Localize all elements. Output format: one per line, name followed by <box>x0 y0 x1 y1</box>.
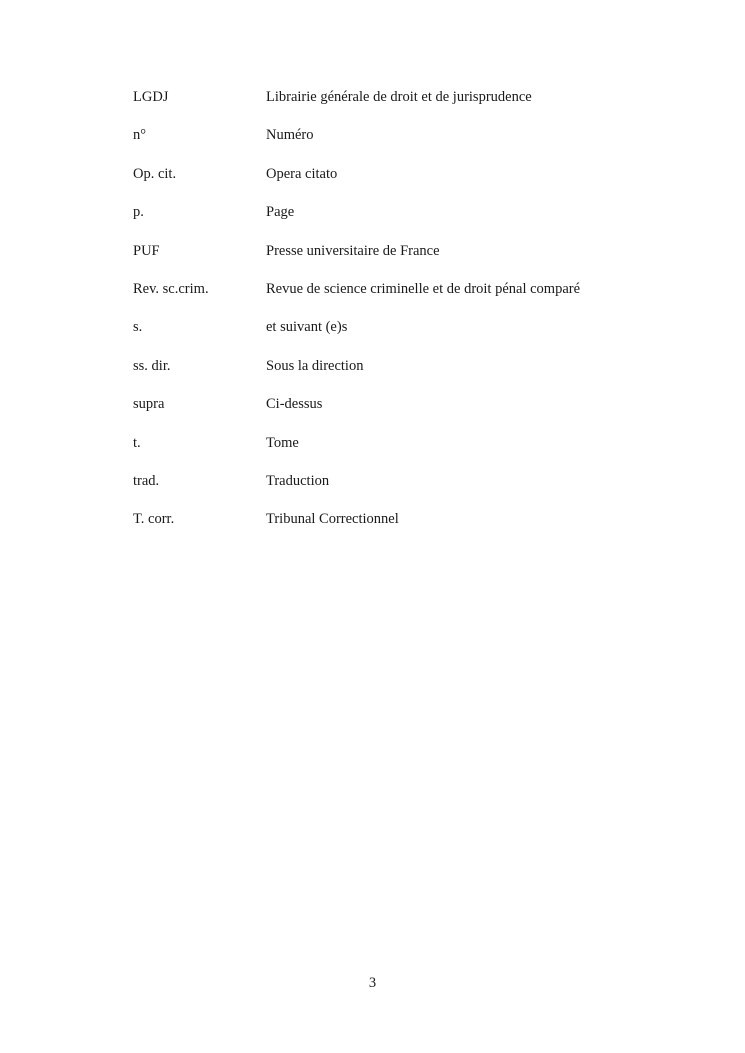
abbreviation-term: Rev. sc.crim. <box>133 280 209 297</box>
abbreviation-definition: Sous la direction <box>266 357 364 374</box>
abbreviation-definition: Numéro <box>266 127 314 144</box>
abbreviation-definition: Librairie générale de droit et de jurisprudence <box>266 89 532 105</box>
abbreviation-term: s. <box>133 319 143 336</box>
abbreviation-definition: Revue de science criminelle et de droit pénal comparé <box>266 280 581 297</box>
abbreviation-term: T. corr. <box>133 511 175 528</box>
abbreviation-row <box>133 394 633 432</box>
abbreviation-row <box>133 356 633 394</box>
abbreviation-definition: Ci-dessus <box>266 396 323 413</box>
abbreviation-row <box>133 87 633 125</box>
abbreviation-list <box>133 87 633 548</box>
abbreviation-definition: Opera citato <box>266 165 338 182</box>
abbreviation-definition: Page <box>266 204 295 221</box>
abbreviation-definition: Tribunal Correctionnel <box>266 511 399 528</box>
abbreviation-term: trad. <box>133 472 160 489</box>
abbreviation-definition: Tome <box>266 434 299 451</box>
abbreviation-term: PUF <box>133 242 160 259</box>
abbreviation-term: ss. dir. <box>133 357 171 374</box>
abbreviation-row <box>133 202 633 240</box>
abbreviation-row <box>133 433 633 471</box>
abbreviation-term: n° <box>133 127 147 144</box>
page-number: 3 <box>368 975 377 991</box>
abbreviation-term: Op. cit. <box>133 165 177 182</box>
abbreviation-definition: Presse universitaire de France <box>266 242 440 259</box>
abbreviation-row <box>133 279 633 317</box>
abbreviation-term: supra <box>133 396 165 413</box>
abbreviation-row <box>133 164 633 202</box>
abbreviation-row <box>133 125 633 163</box>
abbreviation-term: LGDJ <box>133 89 169 105</box>
abbreviation-row <box>133 241 633 279</box>
abbreviation-definition: Traduction <box>266 472 330 489</box>
abbreviation-row <box>133 509 633 547</box>
abbreviation-term: p. <box>133 204 144 221</box>
abbreviation-row <box>133 471 633 509</box>
abbreviation-term: t. <box>133 434 141 451</box>
abbreviation-definition: et suivant (e)s <box>266 319 348 336</box>
abbreviation-row <box>133 317 633 355</box>
